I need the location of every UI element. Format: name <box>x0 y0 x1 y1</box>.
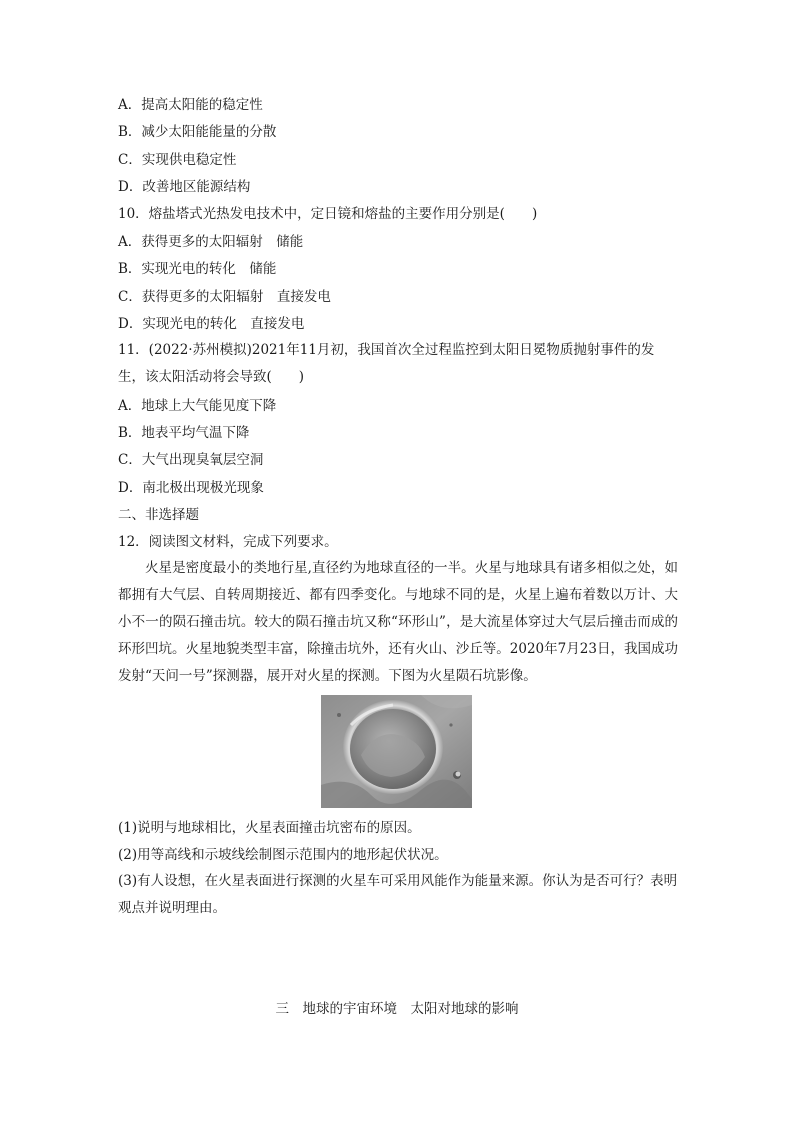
q10-option-b: B．实现光电的转化 储能 <box>118 261 277 277</box>
section-title: 二、非选择题 <box>118 507 199 523</box>
q10-stem: 10．熔盐塔式光热发电技术中，定日镜和熔盐的主要作用分别是( ) <box>118 206 538 222</box>
q11-stem: 11．(2022·苏州模拟)2021年11月初，我国首次全过程监控到太阳日冕物质抛射事件的发生，该太阳活动将会导致( ) <box>118 342 655 385</box>
q12-sub-question-1: (1)说明与地球相比，火星表面撞击坑密布的原因。 <box>118 820 421 836</box>
q10-option-d: D．实现光电的转化 直接发电 <box>118 316 305 332</box>
q9-option-b: B．减少太阳能能量的分散 <box>118 124 277 140</box>
q11-option-b: B．地表平均气温下降 <box>118 425 250 441</box>
q11-option-a: A．地球上大气能见度下降 <box>118 398 277 414</box>
q9-option-d: D．改善地区能源结构 <box>118 179 251 195</box>
mars-crater-image <box>321 695 472 808</box>
q12-sub-question-2: (2)用等高线和示坡线绘制图示范围内的地形起伏状况。 <box>118 847 448 863</box>
q12-stem: 12．阅读图文材料，完成下列要求。 <box>118 534 338 550</box>
q10-option-a: A．获得更多的太阳辐射 储能 <box>118 234 304 250</box>
q10-option-c: C．获得更多的太阳辐射 直接发电 <box>118 289 331 305</box>
q9-option-a: A．提高太阳能的稳定性 <box>118 97 263 113</box>
q9-option-c: C．实现供电稳定性 <box>118 152 237 168</box>
q12-sub-question-3: (3)有人设想，在火星表面进行探测的火星车可采用风能作为能量来源。你认为是否可行？表明观点并说明理由。 <box>118 873 678 916</box>
q11-option-c: C．大气出现臭氧层空洞 <box>118 452 264 468</box>
chapter-footer-title: 三 地球的宇宙环境 太阳对地球的影响 <box>275 1001 519 1017</box>
q12-material: 火星是密度最小的类地行星,直径约为地球直径的一半。火星与地球具有诸多相似之处，如都拥有大气层、自转周期接近、都有四季变化。与地球不同的是，火星上遍布着数以万计、大小不一的陨石撞击坑。较大的陨石撞击坑又称“环形山”，是大流星体穿过大气层后撞击而成的环形凹坑。火星地貌类型丰富，除撞击坑外，还有火山、沙丘等。2020年7月23日，我国成功发射“天问一号”探测器，展开对火星的探测。下图为火星陨石坑影像。 <box>118 560 678 684</box>
crater-photo-graphic <box>321 695 472 808</box>
q11-option-d: D．南北极出现极光现象 <box>118 480 264 496</box>
